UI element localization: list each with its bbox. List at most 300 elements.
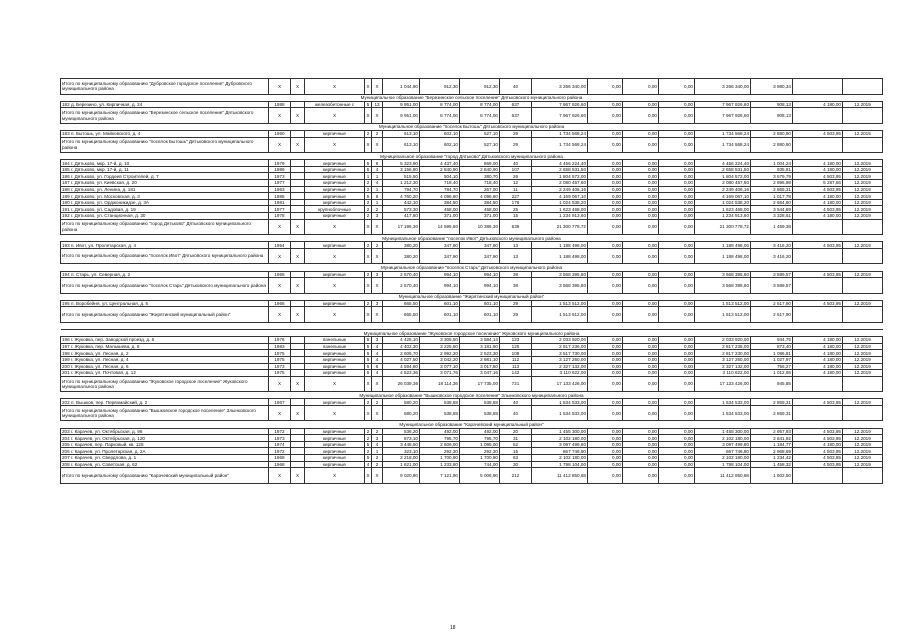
table-cell: 1 012,65 bbox=[751, 370, 793, 377]
table-cell: 1973 bbox=[269, 173, 291, 180]
table-cell: 12.2019 bbox=[843, 300, 883, 307]
table-cell: 8 774,00 bbox=[420, 101, 460, 108]
table-cell: 1978 bbox=[269, 213, 291, 220]
table-cell: 2 bbox=[372, 455, 383, 462]
table-cell: 2 bbox=[365, 435, 372, 442]
table-cell: 538,68 bbox=[420, 405, 460, 421]
table-cell: 3 127 260,00 bbox=[695, 356, 751, 363]
address-cell: 204 г. Карачев, ул. Октябрьская, д. 120 bbox=[61, 435, 269, 442]
table-cell: 2 218,00 bbox=[383, 455, 420, 462]
address-cell: 203 г. Карачев, ул. Октябрьская, д. 96 bbox=[61, 428, 269, 435]
table-cell: 1975 bbox=[269, 356, 291, 363]
address-cell: 205 г. Карачев, пер. Парковый, кв. 125 bbox=[61, 441, 269, 448]
table-cell: 4 bbox=[372, 166, 383, 173]
table-cell: 0,00 bbox=[588, 219, 623, 235]
table-cell: 908,13 bbox=[751, 101, 793, 108]
table-cell: Х bbox=[305, 468, 365, 484]
table-cell: Х bbox=[291, 79, 305, 95]
table-cell: 292,30 bbox=[460, 448, 500, 455]
table-cell: 0,00 bbox=[588, 108, 623, 124]
table-cell bbox=[291, 300, 305, 307]
table-cell: 371,00 bbox=[460, 213, 500, 220]
table-cell: панельные bbox=[305, 343, 365, 350]
table-cell: 2 981,10 bbox=[460, 356, 500, 363]
table-cell: 580,20 bbox=[383, 405, 420, 421]
table-cell: 0,00 bbox=[659, 363, 695, 370]
table-cell: 1 024 538,20 bbox=[695, 199, 751, 206]
table-cell: 0,00 bbox=[623, 307, 659, 323]
table-cell: 25 bbox=[500, 206, 532, 213]
table-row bbox=[61, 300, 883, 307]
table-cell: кирпичные bbox=[305, 199, 365, 206]
table-cell: 4 437,40 bbox=[420, 160, 460, 167]
table-row bbox=[61, 130, 883, 137]
table-cell: 1 086,81 bbox=[751, 350, 793, 357]
table-cell: 1966 bbox=[269, 300, 291, 307]
table-row bbox=[61, 399, 883, 406]
table-cell: 2 bbox=[365, 448, 372, 455]
table-cell: 573,30 bbox=[383, 206, 420, 213]
table-cell: 867 746,80 bbox=[532, 448, 588, 455]
table-cell: 0,00 bbox=[659, 101, 695, 108]
table-cell: 384,50 bbox=[420, 199, 460, 206]
table-cell bbox=[793, 278, 843, 294]
table-cell: 31 bbox=[500, 435, 532, 442]
section-header-row bbox=[61, 421, 883, 428]
table-cell: 1 623 468,00 bbox=[695, 206, 751, 213]
table-cell: 384,50 bbox=[460, 199, 500, 206]
table-cell: 5 323,90 bbox=[383, 160, 420, 167]
table-cell: 1977 bbox=[269, 206, 291, 213]
table-cell: Х bbox=[365, 108, 372, 124]
table-cell: 2 817 236,00 bbox=[532, 343, 588, 350]
table-cell: 637 bbox=[500, 101, 532, 108]
table-cell: 0,00 bbox=[659, 376, 695, 392]
table-cell: 38 bbox=[500, 271, 532, 278]
table-cell: 0,00 bbox=[659, 160, 695, 167]
address-cell: 186 г. Дятьково, ул. Гордеев Строителей, д. 7 bbox=[61, 173, 269, 180]
table-row bbox=[61, 363, 883, 370]
table-cell: 2 992,20 bbox=[420, 350, 460, 357]
table-cell: Х bbox=[365, 248, 372, 264]
table-cell: 4 503,95 bbox=[793, 173, 843, 180]
table-cell: 0,00 bbox=[623, 343, 659, 350]
table-cell: Х bbox=[291, 468, 305, 484]
table-cell: 1979 bbox=[269, 160, 291, 167]
table-cell: 2 bbox=[372, 428, 383, 435]
table-cell: 504,10 bbox=[420, 173, 460, 180]
table-cell: 3 266 340,00 bbox=[532, 79, 588, 95]
table-cell: 2 880,90 bbox=[751, 137, 793, 153]
table-cell: 347,90 bbox=[420, 242, 460, 249]
table-cell: 1 513 512,00 bbox=[695, 300, 751, 307]
table-cell: кирпичные bbox=[305, 213, 365, 220]
table-cell: 4 bbox=[372, 343, 383, 350]
total-label: Итого по муниципальному образованию "город Дятьково" Дятьковского муниципального района bbox=[61, 219, 269, 235]
register-table-container bbox=[60, 78, 882, 484]
table-cell: 1 534 533,00 bbox=[695, 405, 751, 421]
table-cell: Х bbox=[365, 307, 372, 323]
table-cell: Х bbox=[372, 405, 383, 421]
table-cell: кирпичные bbox=[305, 370, 365, 377]
table-cell: 994,10 bbox=[460, 271, 500, 278]
table-cell: 2 327 132,00 bbox=[695, 363, 751, 370]
table-cell: 869,00 bbox=[460, 160, 500, 167]
table-cell: 40 bbox=[500, 79, 532, 95]
table-cell: 3 225,60 bbox=[420, 343, 460, 350]
table-cell: 0,00 bbox=[588, 468, 623, 484]
table-cell: кирпичные bbox=[305, 242, 365, 249]
table-cell: 4 503,95 bbox=[793, 428, 843, 435]
table-cell bbox=[291, 428, 305, 435]
table-cell: 2 102 180,00 bbox=[695, 435, 751, 442]
table-cell: 0,00 bbox=[588, 206, 623, 213]
table-cell: 5 bbox=[365, 193, 372, 200]
table-cell: 17 133 426,00 bbox=[695, 376, 751, 392]
table-cell: 108 bbox=[500, 350, 532, 357]
table-cell: 601,10 bbox=[460, 300, 500, 307]
table-cell: 0,00 bbox=[588, 242, 623, 249]
table-cell: 2 859,31 bbox=[751, 399, 793, 406]
table-cell: 1 804 572,00 bbox=[532, 173, 588, 180]
table-cell: 13 bbox=[500, 242, 532, 249]
table-row bbox=[61, 350, 883, 357]
table-cell: 4 503,95 bbox=[793, 448, 843, 455]
table-cell: 4 180,00 bbox=[793, 350, 843, 357]
table-cell: 4 402,30 bbox=[383, 343, 420, 350]
table-cell: 2 968,69 bbox=[751, 448, 793, 455]
table-cell: 0,00 bbox=[588, 356, 623, 363]
table-cell bbox=[291, 206, 305, 213]
table-cell: 12.2019 bbox=[843, 271, 883, 278]
table-cell: 1969 bbox=[269, 455, 291, 462]
table-cell: 5 bbox=[365, 363, 372, 370]
table-cell: 1 621,00 bbox=[383, 461, 420, 468]
table-cell bbox=[793, 405, 843, 421]
table-cell: 3 bbox=[372, 213, 383, 220]
table-cell: 0,00 bbox=[623, 242, 659, 249]
table-cell: 0,00 bbox=[588, 173, 623, 180]
table-cell: 2 bbox=[372, 130, 383, 137]
address-cell: 191 г. Дятьково, ул. Садовая, д. 19 bbox=[61, 206, 269, 213]
address-cell: 185 г. Дятьково, мкр. 17-й, д. 11 bbox=[61, 166, 269, 173]
table-cell: 5 006,90 bbox=[460, 468, 500, 484]
table-cell: 0,00 bbox=[588, 343, 623, 350]
table-cell: 1 234 913,60 bbox=[695, 213, 751, 220]
table-cell: кирпичные bbox=[305, 428, 365, 435]
table-cell: 4 503,95 bbox=[793, 186, 843, 193]
table-cell bbox=[793, 248, 843, 264]
table-cell: 2 bbox=[365, 199, 372, 206]
table-cell: 0,00 bbox=[623, 193, 659, 200]
table-cell: 4 096,80 bbox=[420, 193, 460, 200]
table-cell: кирпичные bbox=[305, 271, 365, 278]
table-cell: 29 bbox=[500, 130, 532, 137]
table-row bbox=[61, 428, 883, 435]
table-cell: 0,00 bbox=[588, 370, 623, 377]
table-cell: 3 156,80 bbox=[383, 166, 420, 173]
table-cell: кирпичные bbox=[305, 160, 365, 167]
table-cell: 1968 bbox=[269, 461, 291, 468]
table-cell: 515,50 bbox=[383, 173, 420, 180]
table-cell: Х bbox=[269, 468, 291, 484]
table-cell: 12.2019 bbox=[843, 461, 883, 468]
table-cell: кирпичные bbox=[305, 455, 365, 462]
table-cell: 3 568 395,60 bbox=[695, 278, 751, 294]
spacer-row bbox=[61, 322, 883, 329]
table-cell: 944,75 bbox=[751, 337, 793, 344]
table-cell: 458,00 bbox=[460, 206, 500, 213]
table-cell bbox=[843, 219, 883, 235]
table-cell: 2 658 531,50 bbox=[532, 166, 588, 173]
address-cell: 194 п. Старь, ул. Северная, д. 2 bbox=[61, 271, 269, 278]
table-cell bbox=[793, 79, 843, 95]
table-cell: 12.2019 bbox=[843, 166, 883, 173]
table-cell: Х bbox=[305, 108, 365, 124]
table-cell: 4 180,00 bbox=[793, 213, 843, 220]
table-cell: 5 bbox=[365, 350, 372, 357]
table-cell: 873,10 bbox=[383, 435, 420, 442]
table-cell: 2 033 920,00 bbox=[532, 337, 588, 344]
table-cell: 12.2015 bbox=[843, 130, 883, 137]
table-cell: кирпичные bbox=[305, 180, 365, 187]
table-cell: 0,00 bbox=[623, 405, 659, 421]
table-cell: 4 027,50 bbox=[383, 356, 420, 363]
table-cell: 3 bbox=[372, 271, 383, 278]
section-header-row bbox=[61, 153, 883, 160]
table-cell: 4 180,00 bbox=[793, 441, 843, 448]
page-number: 18 bbox=[450, 625, 456, 631]
table-cell: 2 080 457,60 bbox=[695, 180, 751, 187]
table-cell: Х bbox=[291, 219, 305, 235]
table-cell: 0,00 bbox=[623, 160, 659, 167]
table-cell: 3 568 395,60 bbox=[695, 271, 751, 278]
table-cell: 1973 bbox=[269, 435, 291, 442]
total-row bbox=[61, 79, 883, 95]
table-cell: 12.2019 bbox=[843, 337, 883, 344]
table-cell: 0,00 bbox=[659, 428, 695, 435]
table-cell: 12.2019 bbox=[843, 435, 883, 442]
table-cell: 4 bbox=[372, 441, 383, 448]
table-cell: 1 798 104,00 bbox=[532, 461, 588, 468]
table-cell: 2 664,60 bbox=[751, 199, 793, 206]
table-cell: 601,10 bbox=[420, 307, 460, 323]
table-row bbox=[61, 173, 883, 180]
table-cell: 3 bbox=[372, 300, 383, 307]
table-cell: 4 594,80 bbox=[383, 363, 420, 370]
section-header-row bbox=[61, 392, 883, 399]
table-cell: 12.2019 bbox=[843, 441, 883, 448]
table-cell: Х bbox=[365, 405, 372, 421]
table-cell: 945,85 bbox=[751, 376, 793, 392]
address-cell: 201 г. Жуковка, ул. Почтовая, д. 12 bbox=[61, 370, 269, 377]
housing-register-table bbox=[60, 78, 883, 484]
table-cell: 2 523,30 bbox=[460, 350, 500, 357]
table-cell: 4 180,00 bbox=[793, 193, 843, 200]
table-cell: 744,00 bbox=[460, 461, 500, 468]
table-cell: 665,50 bbox=[383, 307, 420, 323]
total-row bbox=[61, 307, 883, 323]
table-cell: 0,00 bbox=[623, 337, 659, 344]
section-header-row bbox=[61, 293, 883, 300]
table-row bbox=[61, 448, 883, 455]
table-cell: Х bbox=[269, 405, 291, 421]
table-cell: 0,00 bbox=[659, 248, 695, 264]
table-cell: 5 bbox=[365, 455, 372, 462]
table-cell: 12.2019 bbox=[843, 199, 883, 206]
table-cell: 0,00 bbox=[659, 343, 695, 350]
table-cell: 12.2019 bbox=[843, 206, 883, 213]
table-cell: 1 004,24 bbox=[751, 160, 793, 167]
table-cell: 20 bbox=[500, 428, 532, 435]
table-cell: Х bbox=[291, 405, 305, 421]
table-cell: 7 967 926,60 bbox=[532, 108, 588, 124]
table-cell: 3 589,57 bbox=[751, 278, 793, 294]
table-cell: 0,00 bbox=[623, 461, 659, 468]
table-cell: 347,90 bbox=[460, 242, 500, 249]
table-cell: 5 bbox=[365, 441, 372, 448]
table-cell: 0,00 bbox=[623, 137, 659, 153]
total-row bbox=[61, 219, 883, 235]
table-cell: 0,00 bbox=[659, 370, 695, 377]
table-cell: 1 bbox=[372, 186, 383, 193]
table-cell bbox=[843, 376, 883, 392]
table-cell bbox=[843, 405, 883, 421]
table-cell: 9 951,00 bbox=[383, 108, 420, 124]
table-row bbox=[61, 455, 883, 462]
table-cell: 1 095,00 bbox=[460, 441, 500, 448]
table-row bbox=[61, 337, 883, 344]
table-cell bbox=[793, 468, 843, 484]
table-cell: 0,00 bbox=[659, 193, 695, 200]
table-cell: 0,00 bbox=[659, 356, 695, 363]
table-cell: 18 114,36 bbox=[420, 376, 460, 392]
table-cell: 12.2019 bbox=[843, 343, 883, 350]
table-cell: 4 425,10 bbox=[383, 337, 420, 344]
table-cell: 5 bbox=[365, 101, 372, 108]
total-row bbox=[61, 278, 883, 294]
table-cell: 29 bbox=[500, 300, 532, 307]
table-cell: 1 700,90 bbox=[460, 455, 500, 462]
table-cell: 2 bbox=[365, 213, 372, 220]
table-cell bbox=[291, 193, 305, 200]
address-cell: 182 д. Березино, ул. Кирпичная, д. 24 bbox=[61, 101, 269, 108]
table-cell: кирпичные bbox=[305, 130, 365, 137]
table-cell: 3 305,50 bbox=[420, 337, 460, 344]
table-cell: 29 bbox=[500, 137, 532, 153]
table-cell: 12.2019 bbox=[843, 448, 883, 455]
table-cell: 3 416,20 bbox=[751, 248, 793, 264]
section-header-row bbox=[61, 123, 883, 130]
table-cell bbox=[291, 350, 305, 357]
table-cell: 0,00 bbox=[623, 448, 659, 455]
table-row bbox=[61, 180, 883, 187]
table-cell: 2 249 406,16 bbox=[695, 186, 751, 193]
table-cell: 908,13 bbox=[751, 108, 793, 124]
section-header-row bbox=[61, 94, 883, 101]
table-row bbox=[61, 166, 883, 173]
table-cell: 30 bbox=[500, 461, 532, 468]
table-cell: Х bbox=[372, 79, 383, 95]
table-row bbox=[61, 242, 883, 249]
table-cell: 613,10 bbox=[383, 137, 420, 153]
table-cell: 6 bbox=[372, 363, 383, 370]
table-cell: 0,00 bbox=[659, 448, 695, 455]
table-cell: 1 027,97 bbox=[751, 356, 793, 363]
table-cell: 0,00 bbox=[588, 350, 623, 357]
table-cell: 1 234,42 bbox=[751, 455, 793, 462]
table-cell: 5 bbox=[365, 160, 372, 167]
table-cell: 602,10 bbox=[420, 137, 460, 153]
table-cell: 1 798 104,00 bbox=[695, 461, 751, 468]
table-cell: 1963 bbox=[269, 186, 291, 193]
table-cell: 0,00 bbox=[588, 199, 623, 206]
table-row bbox=[61, 461, 883, 468]
table-cell bbox=[793, 108, 843, 124]
table-cell: 4 503,95 bbox=[793, 271, 843, 278]
table-cell: 227 bbox=[500, 193, 532, 200]
table-cell: Х bbox=[291, 307, 305, 323]
table-row bbox=[61, 441, 883, 448]
table-cell: 2 bbox=[365, 180, 372, 187]
table-cell: 1 bbox=[365, 173, 372, 180]
table-cell: 0,00 bbox=[588, 137, 623, 153]
table-cell: 4 bbox=[372, 180, 383, 187]
table-cell: 0,00 bbox=[659, 455, 695, 462]
table-cell: 112 bbox=[500, 356, 532, 363]
table-cell: 0,00 bbox=[659, 350, 695, 357]
table-cell: 1960 bbox=[269, 130, 291, 137]
table-cell: 1965 bbox=[269, 271, 291, 278]
table-cell: 212 bbox=[500, 468, 532, 484]
table-cell: 3 448,50 bbox=[383, 441, 420, 448]
table-cell: 0,00 bbox=[659, 137, 695, 153]
table-cell: 12.2019 bbox=[843, 242, 883, 249]
table-cell: 0,00 bbox=[659, 79, 695, 95]
table-cell: 0,00 bbox=[623, 376, 659, 392]
table-cell: 994,10 bbox=[460, 278, 500, 294]
table-cell bbox=[291, 130, 305, 137]
table-cell: 2 102 180,00 bbox=[532, 455, 588, 462]
table-cell: 0,00 bbox=[588, 428, 623, 435]
address-cell: 190 г. Дятьково, ул. Орджоникидзе, д. 3А bbox=[61, 199, 269, 206]
table-row bbox=[61, 186, 883, 193]
table-cell: 9 951,00 bbox=[383, 101, 420, 108]
table-cell: 0,00 bbox=[623, 370, 659, 377]
table-cell: 442,10 bbox=[383, 199, 420, 206]
table-cell: Х bbox=[305, 219, 365, 235]
section-header-row bbox=[61, 329, 883, 336]
table-cell: 2 817 230,00 bbox=[695, 350, 751, 357]
table-cell: 4 456 224,40 bbox=[532, 160, 588, 167]
table-cell bbox=[793, 376, 843, 392]
table-cell: 0,00 bbox=[623, 278, 659, 294]
table-cell: 2 641,92 bbox=[751, 435, 793, 442]
table-cell: 4 523,36 bbox=[383, 370, 420, 377]
table-cell: Х bbox=[305, 278, 365, 294]
address-cell: 183 п. Бытошь, ул. Майковского, д. 4 bbox=[61, 130, 269, 137]
table-cell: 1 455 300,00 bbox=[532, 428, 588, 435]
table-cell: 0,00 bbox=[659, 435, 695, 442]
table-cell: 10 386,30 bbox=[460, 219, 500, 235]
table-cell: 1967 bbox=[269, 399, 291, 406]
table-cell bbox=[291, 160, 305, 167]
table-cell: Х bbox=[291, 137, 305, 153]
table-cell: 5 287,56 bbox=[793, 180, 843, 187]
table-cell: 3 097 499,80 bbox=[532, 441, 588, 448]
table-cell: Х bbox=[269, 248, 291, 264]
total-row bbox=[61, 405, 883, 421]
